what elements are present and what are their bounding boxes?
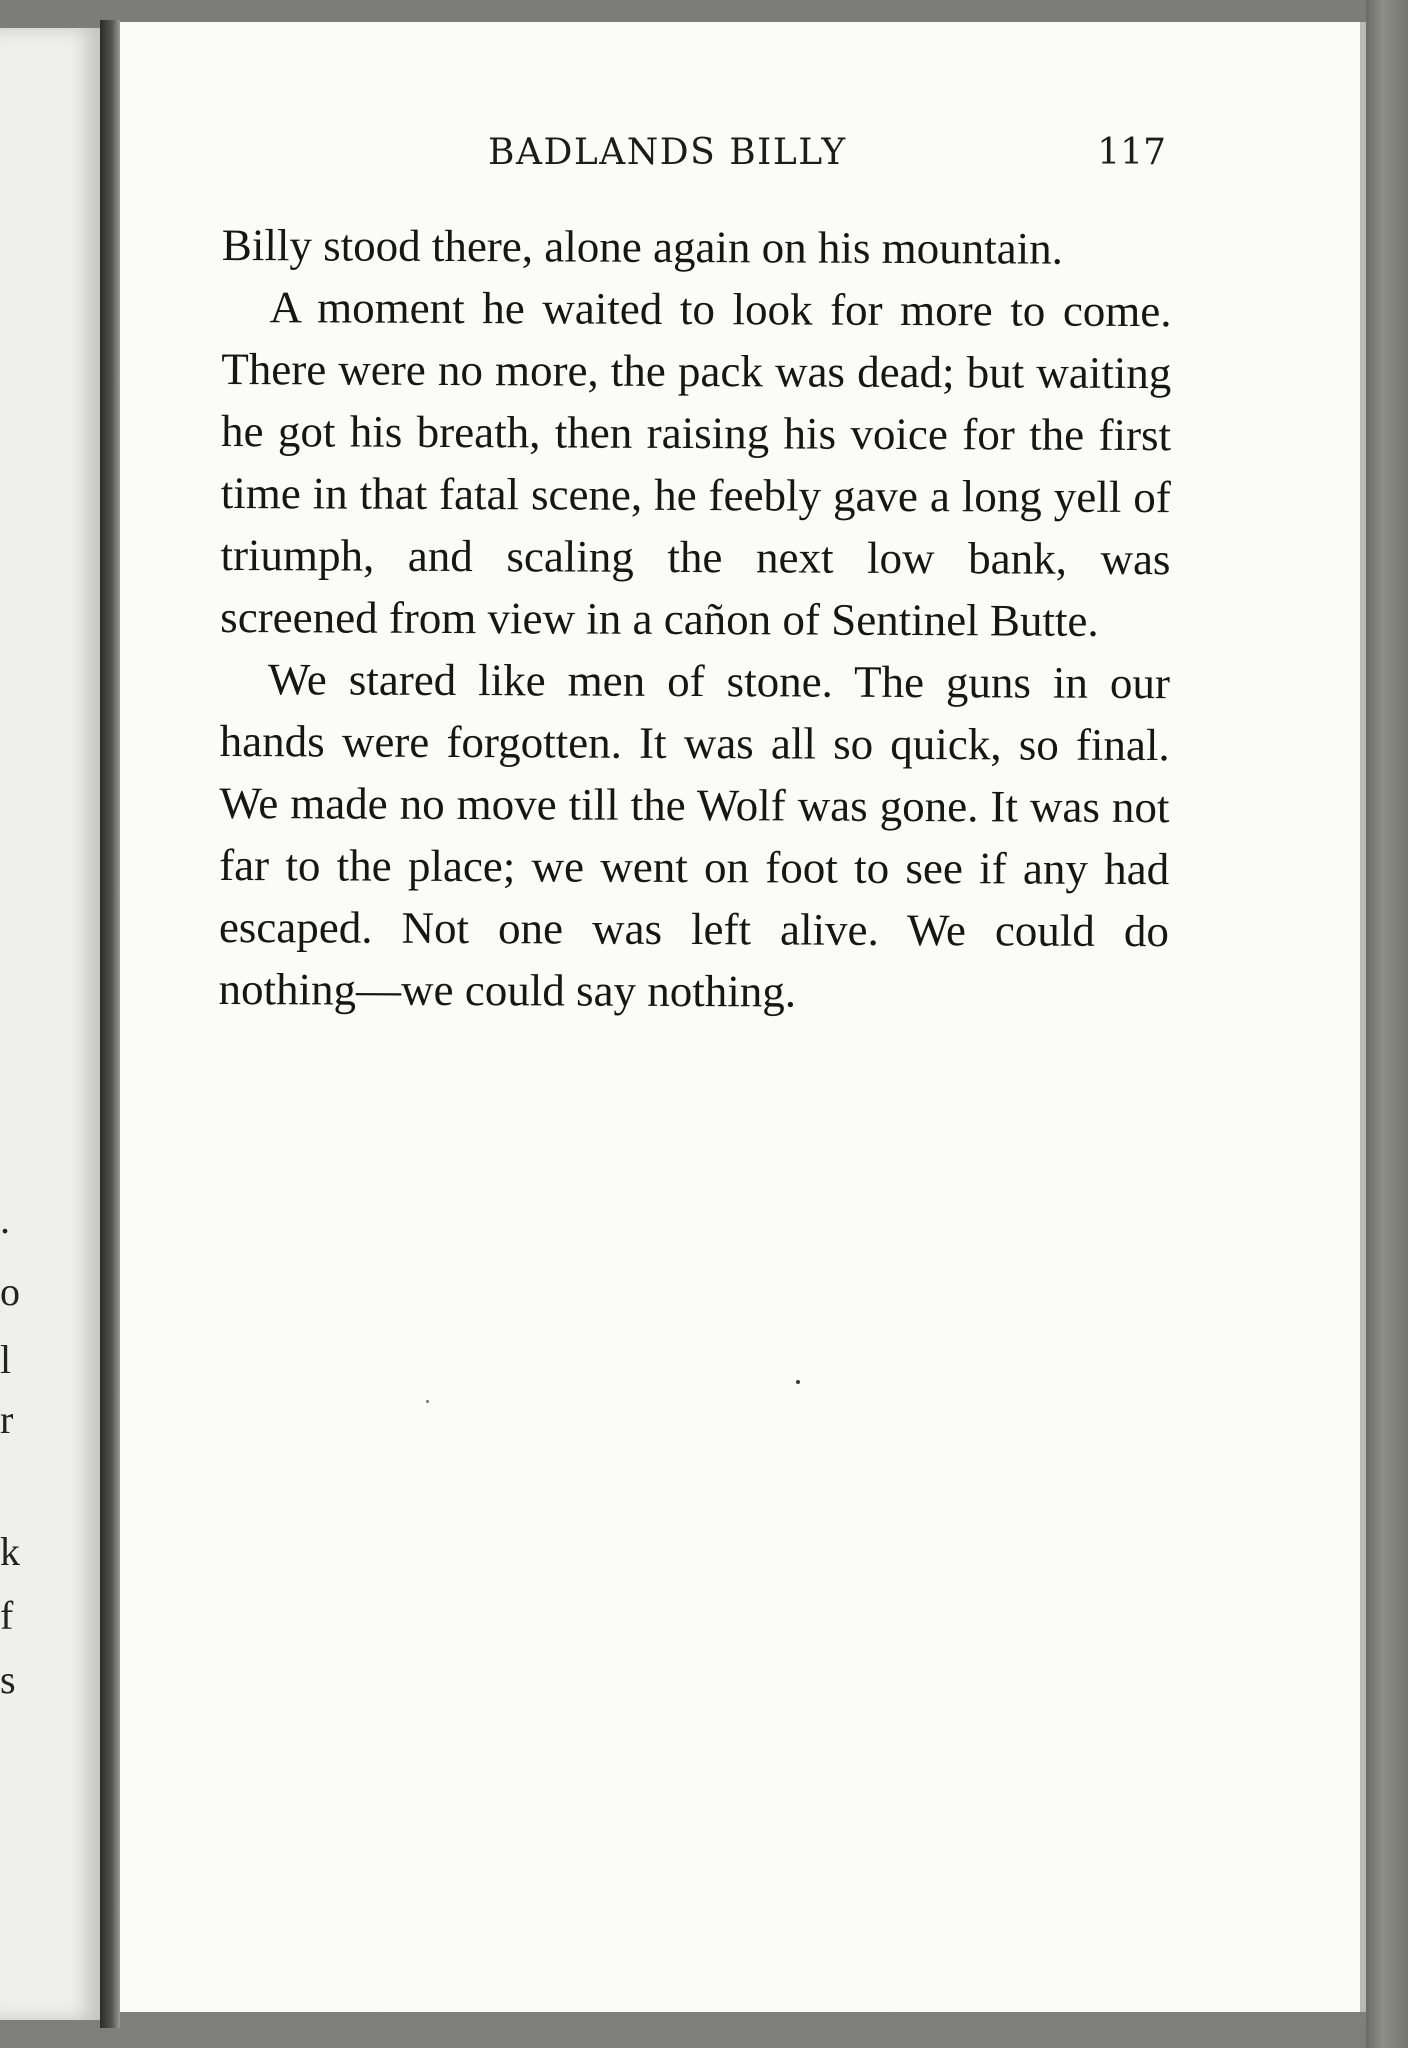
previous-page-fragment: r [0,1397,14,1442]
previous-page-fragment: . [0,1197,10,1242]
paragraph: We stared like men of stone. The guns in our hands were forgotten. It was all so quick, so final. We made no move till the Wolf was gone. It was not far to the place; we went on foot to see if any had escaped. Not one was left alive. We could do nothing—we could say nothing. [218,654,1171,1017]
previous-page-fragment: l [0,1337,12,1382]
print-speck [426,1400,429,1403]
paragraph: Billy stood there, alone again on his mountain. [221,219,1064,274]
body-text [218,214,1172,1024]
previous-page-fragment: s [0,1657,16,1702]
cover-edge [1366,0,1408,2048]
running-title: BADLANDS BILLY [488,132,847,173]
paragraph: A moment he waited to look for more to come. There were no more, the pack was dead; but waiting he got his breath, then raising his voice for the first time in that fatal scene, he feebly gave a long yell of triumph, and scaling the next low bank, was screened from view in a cañon of Sentinel Butte. [220,282,1172,646]
page-number: 117 [1097,132,1166,173]
book-gutter [100,20,120,2028]
previous-page-fragment: f [0,1593,14,1638]
previous-page-fragment: o [0,1269,20,1314]
previous-page-fragment: k [0,1529,20,1574]
page-header [480,132,1166,192]
previous-page-edge [0,28,100,2020]
print-speck [796,1380,800,1384]
